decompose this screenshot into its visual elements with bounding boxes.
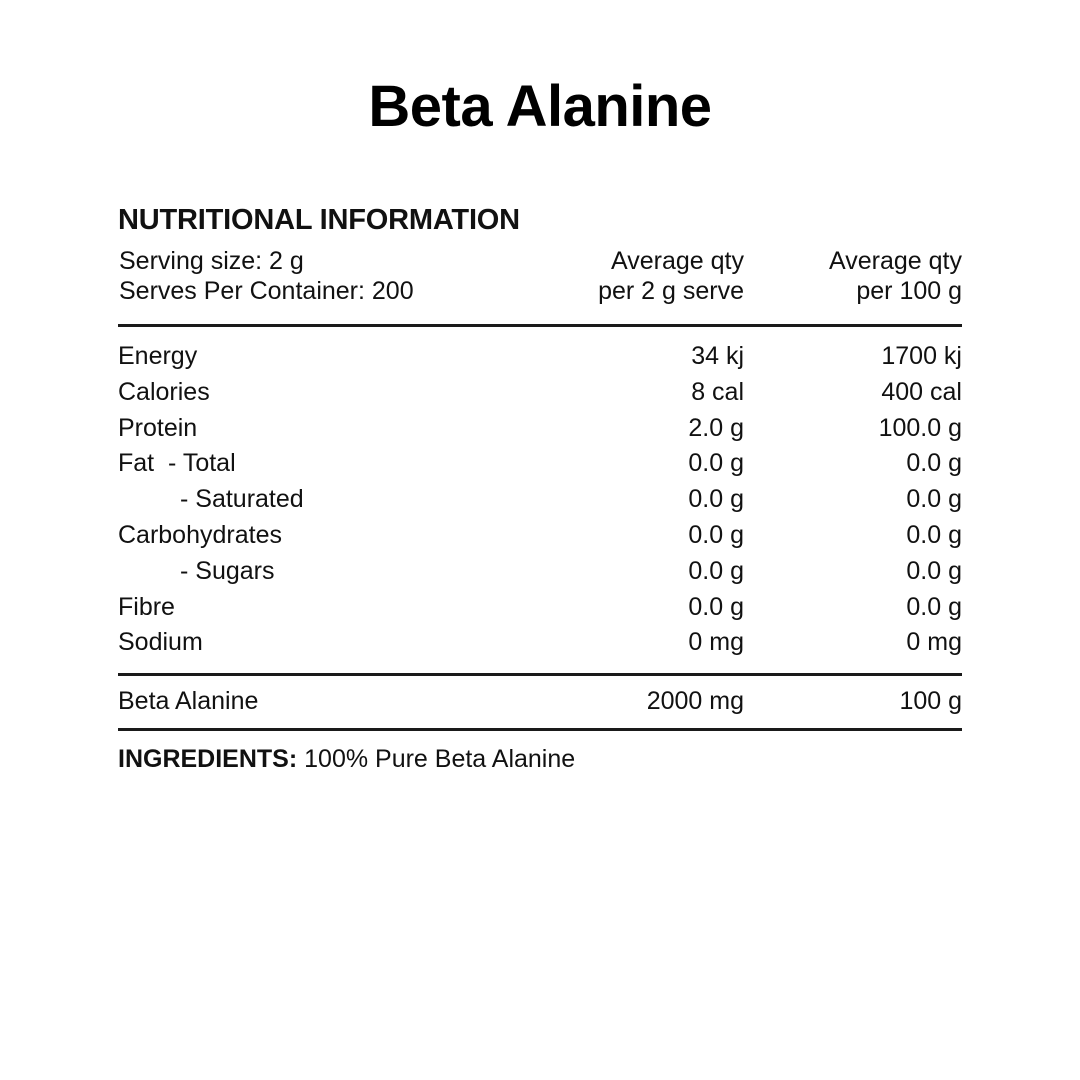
row-label: Calories <box>118 377 210 406</box>
row-per-serve: 0.0 g <box>688 485 744 514</box>
table-row <box>118 625 962 661</box>
row-label: - Saturated <box>180 485 304 514</box>
table-row <box>118 684 962 720</box>
row-per-100g: 100.0 g <box>878 413 962 442</box>
nutrition-header <box>118 246 962 324</box>
nutrition-heading: NUTRITIONAL INFORMATION <box>118 204 520 236</box>
row-per-100g: 0 mg <box>906 628 962 657</box>
table-row <box>118 590 962 626</box>
row-label: Energy <box>118 342 198 370</box>
table-row <box>118 375 962 411</box>
per-100g-header-line2: per 100 g <box>856 277 962 305</box>
row-per-100g: 0.0 g <box>906 556 962 585</box>
per-100g-header-line1: Average qty <box>829 247 962 275</box>
row-per-serve: 2.0 g <box>688 413 744 442</box>
row-per-serve: 8 cal <box>691 377 744 406</box>
table-row <box>118 482 962 518</box>
row-per-serve: 34 kj <box>691 342 744 370</box>
row-label: Fibre <box>118 592 175 621</box>
row-per-serve: 0.0 g <box>688 449 744 478</box>
per-serve-header-line2: per 2 g serve <box>598 277 744 305</box>
row-per-100g: 400 cal <box>881 377 962 406</box>
table-row <box>118 554 962 590</box>
row-per-100g: 0.0 g <box>906 592 962 621</box>
divider-bottom <box>118 728 962 731</box>
nutrition-panel <box>118 200 962 777</box>
serves-per-container: Serves Per Container: 200 <box>119 277 414 305</box>
row-per-100g: 1700 kj <box>881 342 962 370</box>
row-per-serve: 0.0 g <box>688 592 744 621</box>
row-per-serve: 0.0 g <box>688 520 744 549</box>
row-per-100g: 0.0 g <box>906 520 962 549</box>
table-row <box>118 446 962 482</box>
row-per-serve: 0.0 g <box>688 556 744 585</box>
ingredients-line <box>118 741 962 777</box>
row-per-100g: 100 g <box>899 687 962 716</box>
table-row <box>118 518 962 554</box>
row-label: Fat - Total <box>118 449 236 478</box>
row-per-100g: 0.0 g <box>906 449 962 478</box>
nutrition-rows <box>118 327 962 673</box>
row-label: Sodium <box>118 628 203 657</box>
ingredients-text: 100% Pure Beta Alanine <box>297 744 576 773</box>
table-row <box>118 339 962 375</box>
row-per-serve: 0 mg <box>688 628 744 657</box>
product-title: Beta Alanine <box>368 74 712 139</box>
per-serve-header-line1: Average qty <box>611 247 744 275</box>
ingredients-label: INGREDIENTS: <box>118 744 298 773</box>
active-ingredient-section <box>118 676 962 728</box>
row-label: Carbohydrates <box>118 520 282 549</box>
row-per-100g: 0.0 g <box>906 485 962 514</box>
row-label: - Sugars <box>180 556 275 585</box>
serving-size: Serving size: 2 g <box>119 247 304 275</box>
table-row <box>118 411 962 447</box>
row-per-serve: 2000 mg <box>646 687 744 716</box>
row-label: Protein <box>118 413 198 442</box>
row-label: Beta Alanine <box>118 687 259 716</box>
